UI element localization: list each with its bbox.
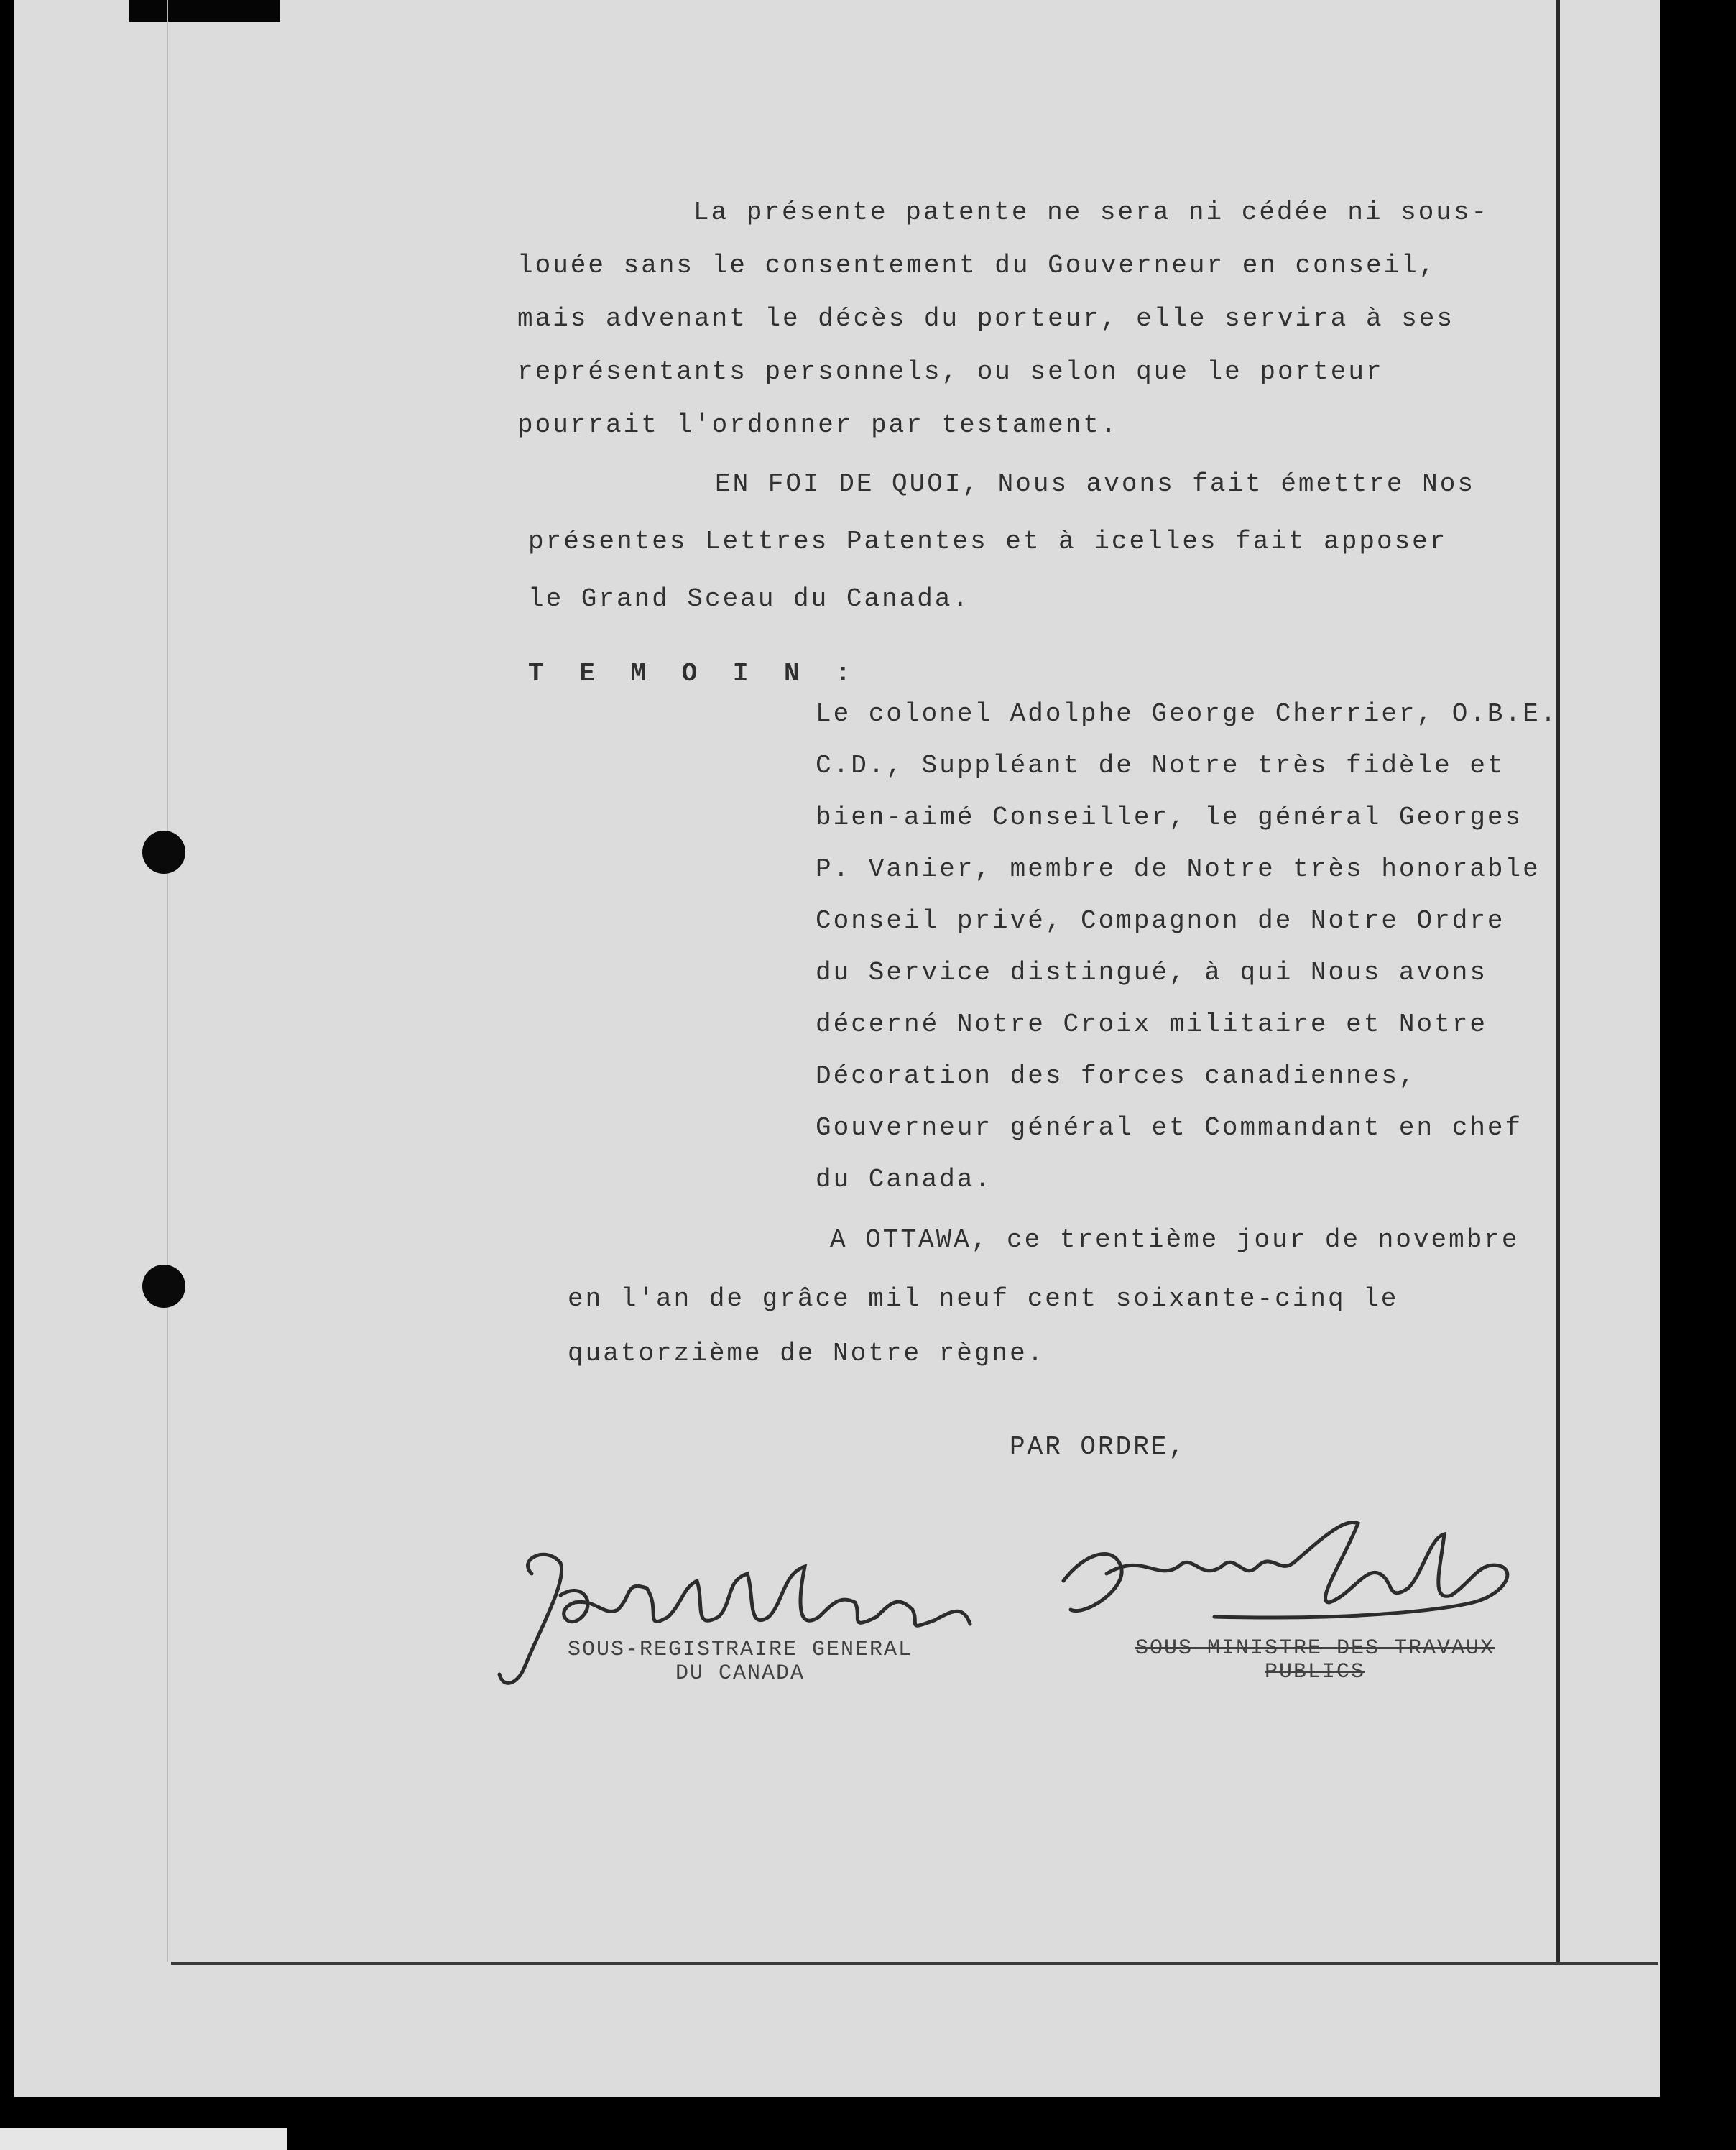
- witness-line: Décoration des forces canadiennes,: [816, 1061, 1417, 1091]
- witness-line: Gouverneur général et Commandant en chef: [816, 1113, 1523, 1143]
- document-page: [14, 0, 1660, 2097]
- signature-right-caption-line2: PUBLICS: [1264, 1660, 1366, 1684]
- dateline-line: A OTTAWA, ce trentième jour de novembre: [830, 1225, 1520, 1255]
- punch-hole-bottom: [142, 1265, 185, 1308]
- signature-left-caption: [517, 1638, 963, 1686]
- page-left-edge: [167, 0, 168, 1962]
- paragraph1-line: mais advenant le décès du porteur, elle servira à ses: [517, 304, 1454, 333]
- signature-right-caption: [1063, 1637, 1566, 1684]
- punch-hole-top: [142, 831, 185, 874]
- paragraph1-line: louée sans le consentement du Gouverneur en conseil,: [517, 251, 1437, 280]
- witness-line: Le colonel Adolphe George Cherrier, O.B.E.: [816, 699, 1559, 729]
- paragraph1-line: pourrait l'ordonner par testament.: [517, 410, 1119, 440]
- page-bottom-border: [171, 1962, 1658, 1965]
- witness-line: du Service distingué, à qui Nous avons: [816, 958, 1487, 987]
- paragraph2-line: le Grand Sceau du Canada.: [528, 584, 971, 614]
- witness-line: du Canada.: [816, 1165, 993, 1194]
- witness-line: bien-aimé Conseiller, le général Georges: [816, 803, 1523, 832]
- witness-line: C.D., Suppléant de Notre très fidèle et: [816, 751, 1505, 780]
- witness-line: P. Vanier, membre de Notre très honorable: [816, 854, 1541, 884]
- witness-line: décerné Notre Croix militaire et Notre: [816, 1010, 1487, 1039]
- signature-right-caption-line1: SOUS-MINISTRE DES TRAVAUX: [1135, 1636, 1495, 1661]
- signature-left-caption-line1: SOUS-REGISTRAIRE GENERAL: [567, 1638, 913, 1662]
- dateline-line: quatorzième de Notre règne.: [568, 1339, 1045, 1368]
- scan-corner-mark: [129, 0, 280, 22]
- signature-left-caption-line2: DU CANADA: [675, 1661, 805, 1686]
- witness-line: Conseil privé, Compagnon de Notre Ordre: [816, 906, 1505, 936]
- paragraph1-line: La présente patente ne sera ni cédée ni sous-: [693, 198, 1490, 227]
- par-ordre: PAR ORDRE,: [1010, 1432, 1187, 1462]
- dateline-line: en l'an de grâce mil neuf cent soixante-cinq le: [568, 1284, 1399, 1314]
- scan-bottom-tab: [0, 2128, 287, 2150]
- temoin-heading: T E M O I N :: [528, 659, 861, 688]
- paragraph1-line: représentants personnels, ou selon que le porteur: [517, 357, 1384, 387]
- paragraph2-line: présentes Lettres Patentes et à icelles fait apposer: [528, 527, 1448, 556]
- paragraph2-line: EN FOI DE QUOI, Nous avons fait émettre Nos: [715, 469, 1475, 499]
